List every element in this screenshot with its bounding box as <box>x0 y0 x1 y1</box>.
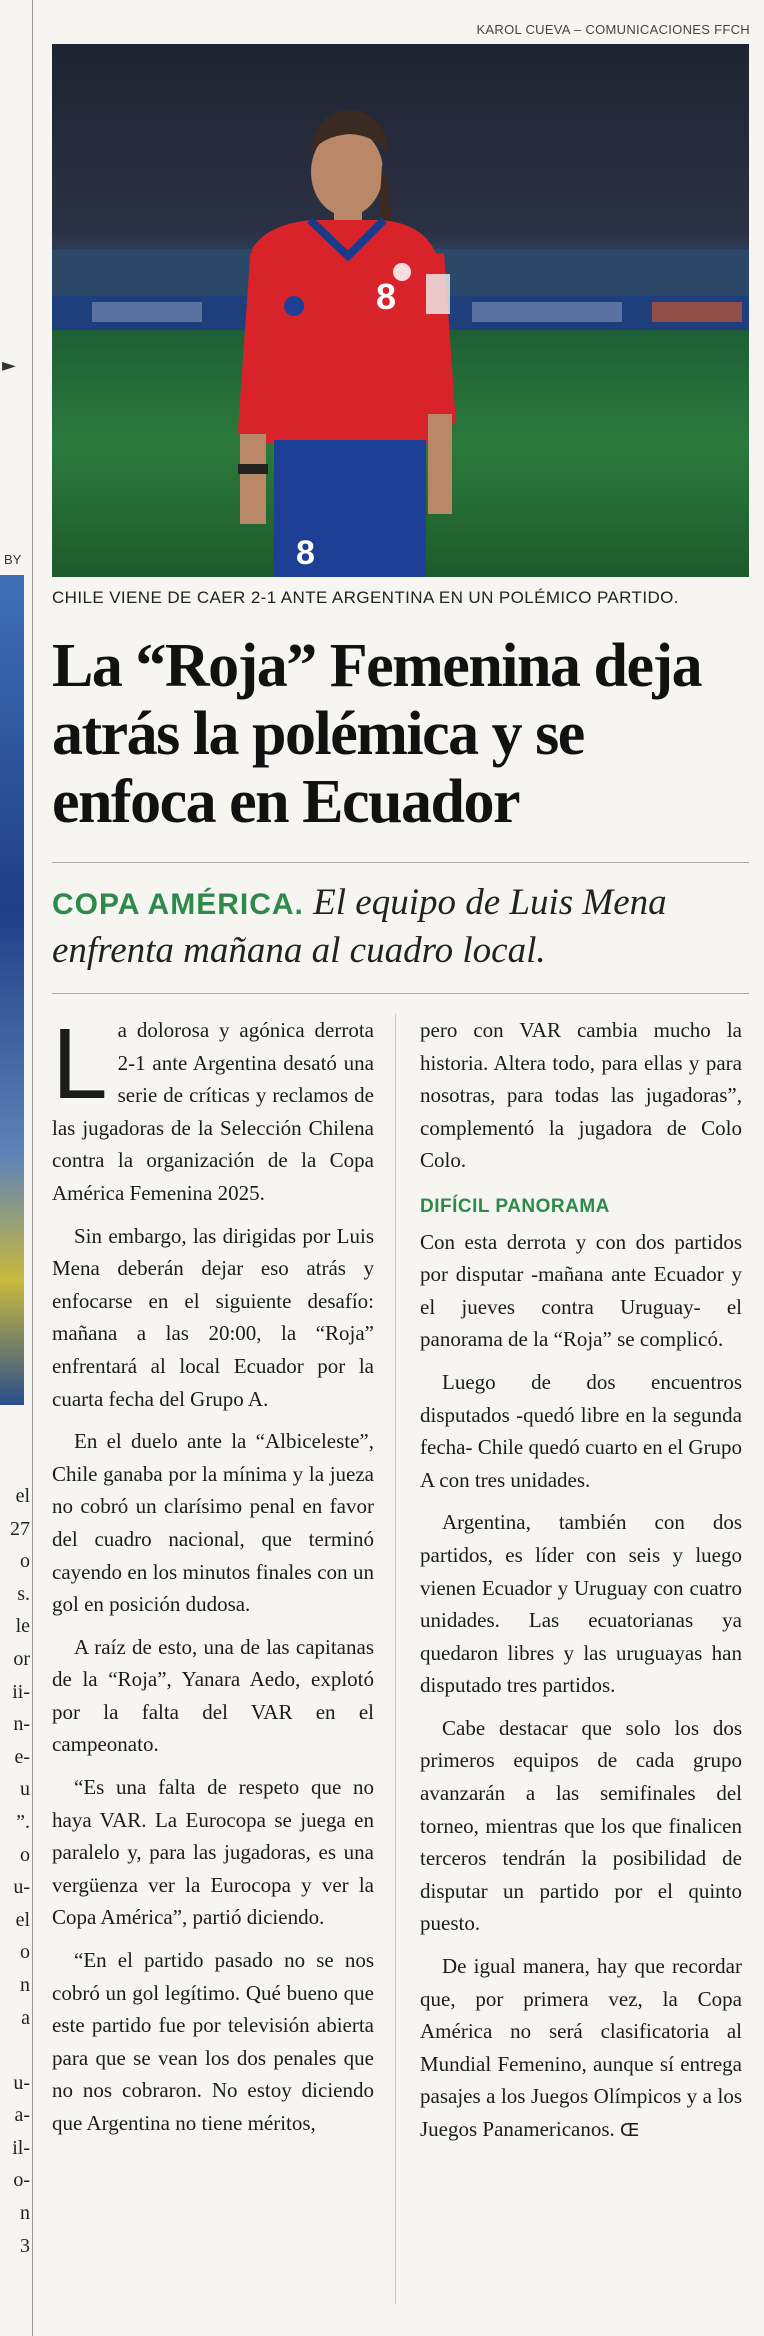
paragraph: Sin embargo, las dirigidas por Luis Mena deberán dejar eso atrás y enfocarse en el siguiente desafío: mañana a las 20:00, la “Roja” enfrentará al local Ecuador por la cuarta fecha del Grupo A. <box>52 1223 374 1411</box>
strip-fragment: n- <box>13 1713 30 1736</box>
strip-fragment: a- <box>14 2104 30 2127</box>
strip-fragment: or <box>13 1647 30 1670</box>
strip-byline: BY <box>4 552 22 567</box>
drop-cap: L <box>52 1008 108 1120</box>
arrow-icon: ► <box>2 355 16 376</box>
strip-fragment: 27 <box>10 1517 30 1540</box>
paragraph: “Es una falta de respeto que no haya VAR. La Eurocopa se juega en paralelo y, para las jugadoras, es una vergüenza ver la Eurocopa y ver la Copa América”, partió diciendo. <box>52 1775 374 1930</box>
strip-fragment: le <box>15 1615 30 1638</box>
lede <box>52 880 757 974</box>
paragraph <box>420 1950 742 2148</box>
jersey-number: 8 <box>376 276 397 317</box>
photo-credit: KAROL CUEVA – COMUNICACIONES FFCH <box>476 22 750 37</box>
strip-fragment: ii- <box>12 1680 30 1703</box>
strip-fragment: n <box>20 1973 30 1996</box>
paragraph: Cabe destacar que solo los dos primeros equipos de cada grupo avanzarán a las semifinales del torneo, mientras que los que finalicen terceros tendrán la posibilidad de disputar un partido por el quinto puesto. <box>420 1715 742 1936</box>
strip-fragment: il- <box>12 2136 30 2159</box>
player-figure <box>238 110 456 577</box>
strip-fragment: u <box>20 1778 30 1801</box>
strip-fragment: n <box>20 2202 30 2225</box>
paragraph: “En el partido pasado no se nos cobró un gol legítimo. Qué bueno que este partido fue por televisión abierta para que se vean los dos penales que no nos cobraron. No estoy diciendo que Argentina no tiene méritos, <box>52 1948 374 2135</box>
strip-fragment: o <box>20 1941 30 1964</box>
lede-kicker: COPA AMÉRICA. <box>52 888 304 921</box>
end-mark-icon: Œ <box>620 2120 640 2141</box>
paragraph: En el duelo ante la “Albiceleste”, Chile ganaba por la mínima y la jueza no cobró un clarísimo penal en favor del cuadro nacional, que terminó cayendo en los minutos finales con un gol en posición dudosa. <box>52 1429 374 1617</box>
strip-text-fragments <box>4 1480 30 2262</box>
strip-fragment: el <box>15 1908 30 1931</box>
adjacent-article-strip <box>0 0 33 2336</box>
strip-fragment: 3 <box>20 2234 30 2257</box>
paragraph: Con esta derrota y con dos partidos por disputar -mañana ante Ecuador y el jueves contra Uruguay- el panorama de la “Roja” se complicó. <box>420 1229 742 1352</box>
strip-fragment: e- <box>14 1745 30 1768</box>
article-photo <box>52 44 749 577</box>
column-divider <box>395 1014 396 2304</box>
strip-fragment: s. <box>17 1582 30 1605</box>
paragraph: Luego de dos encuentros disputados -quedó libre en la segunda fecha- Chile quedó cuarto en el Grupo A con tres unidades. <box>420 1369 742 1492</box>
strip-fragment: o- <box>13 2169 30 2192</box>
strip-fragment: a <box>21 2006 30 2029</box>
shorts-number: 8 <box>296 534 315 572</box>
paragraph-text: De igual manera, hay que recordar que, por primera vez, la Copa América no será clasificatoria al Mundial Femenino, aunque sí entrega pasajes a los Juegos Olímpicos y a los Juegos Panamericanos. <box>420 1954 742 2141</box>
strip-fragment: ”. <box>16 1810 30 1833</box>
paragraph: Argentina, también con dos partidos, es líder con seis y luego vienen Ecuador y Uruguay con cuatro unidades. Las ecuatorianas ya quedaron libres y las uruguayas han disputado tres partidos. <box>420 1510 742 1698</box>
strip-photo <box>0 575 24 1405</box>
strip-fragment <box>4 2034 30 2067</box>
strip-fragment: u- <box>13 2071 30 2094</box>
subhead: DIFÍCIL PANORAMA <box>420 1195 610 1217</box>
photo-caption: CHILE VIENE DE CAER 2-1 ANTE ARGENTINA EN UN POLÉMICO PARTIDO. <box>52 588 679 607</box>
paragraph-text: a dolorosa y agónica derrota 2-1 ante Argentina desató una serie de críticas y reclamos de las jugadoras de la Selección Chilena contra la organización de la Copa América Femenina 2025. <box>52 1018 374 1205</box>
body-column-right <box>420 1014 742 2158</box>
paragraph <box>52 1008 374 1210</box>
divider <box>52 862 749 863</box>
headline: La “Roja” Femenina deja atrás la polémica y se enfoca en Ecuador <box>52 632 702 836</box>
paragraph: A raíz de esto, una de las capitanas de la “Roja”, Yanara Aedo, explotó por la falta del VAR en el campeonato. <box>52 1634 374 1757</box>
strip-fragment: u- <box>13 1876 30 1899</box>
lede-text: El equipo de Luis Mena enfrenta mañana al cuadro local. <box>52 882 667 971</box>
strip-fragment: o <box>20 1550 30 1573</box>
strip-fragment: el <box>15 1485 30 1507</box>
paragraph: pero con VAR cambia mucho la historia. Altera todo, para ellas y para nosotras, para todas las jugadoras”, complementó la jugadora de Colo Colo. <box>420 1018 742 1173</box>
body-column-left <box>52 1008 374 2150</box>
divider <box>52 993 749 994</box>
strip-fragment: o <box>20 1843 30 1866</box>
